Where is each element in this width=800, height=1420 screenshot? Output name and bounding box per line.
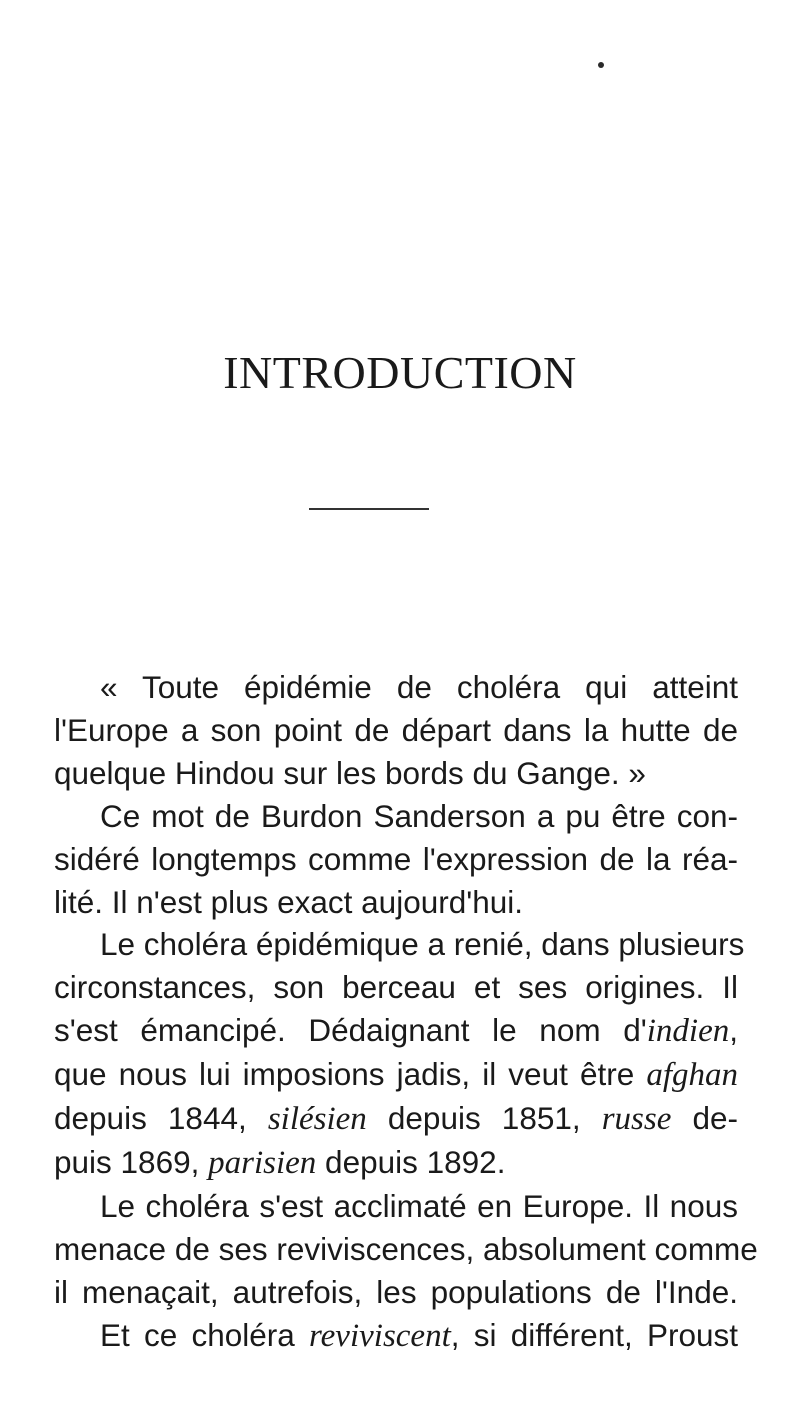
text-span: depuis 1851, — [366, 1100, 602, 1137]
text-span: , si différent, Proust — [450, 1316, 738, 1353]
text-span: Le choléra s'est acclimaté en Europe. Il nous — [100, 1187, 738, 1224]
text-line — [54, 752, 738, 795]
text-span: circonstances, son berceau et ses origines. Il — [54, 969, 738, 1006]
text-line — [54, 666, 738, 709]
text-span: puis 1869, — [54, 1143, 209, 1180]
text-line — [54, 838, 738, 881]
text-span: , — [729, 1012, 738, 1049]
text-line — [54, 1053, 738, 1097]
text-span: depuis 1844, — [54, 1100, 268, 1137]
text-span: Le choléra épidémique a renié, dans plusieurs — [100, 926, 745, 963]
text-span: lité. Il n'est plus exact aujourd'hui. — [54, 883, 524, 920]
text-line — [54, 1314, 738, 1358]
text-span: il menaçait, autrefois, les populations de l'Inde. — [54, 1273, 738, 1310]
italic-text: parisien — [208, 1144, 317, 1181]
text-line — [54, 923, 745, 966]
italic-text: silésien — [267, 1101, 367, 1138]
text-line — [54, 966, 738, 1009]
text-line — [54, 795, 738, 838]
text-line — [54, 1097, 738, 1141]
italic-text: russe — [601, 1101, 672, 1138]
text-span: s'est émancipé. Dédaignant le nom d' — [54, 1012, 647, 1049]
text-line — [54, 709, 738, 752]
text-line — [54, 1141, 738, 1185]
text-span: de- — [671, 1100, 739, 1137]
ink-dot — [598, 62, 604, 68]
text-span: sidéré longtemps comme l'expression de la réa- — [54, 840, 738, 877]
italic-text: afghan — [646, 1057, 738, 1094]
text-span: que nous lui imposions jadis, il veut être — [54, 1056, 647, 1093]
text-span: Et ce choléra — [100, 1316, 310, 1353]
text-span: depuis 1892. — [316, 1143, 506, 1180]
italic-text: reviviscent — [309, 1317, 451, 1354]
page-title: INTRODUCTION — [223, 347, 577, 398]
text-span: Ce mot de Burdon Sanderson a pu être con- — [100, 797, 738, 834]
text-line — [54, 881, 738, 924]
body-text — [54, 666, 758, 1358]
text-span: l'Europe a son point de départ dans la hutte de — [54, 711, 738, 748]
italic-text: indien — [646, 1013, 730, 1050]
text-line — [54, 1185, 738, 1228]
text-span: quelque Hindou sur les bords du Gange. » — [54, 754, 646, 791]
text-line — [54, 1009, 738, 1053]
text-span: menace de ses reviviscences, absolument comme — [54, 1230, 758, 1267]
text-span: « Toute épidémie de choléra qui atteint — [100, 669, 738, 705]
text-line — [54, 1228, 758, 1271]
text-line — [54, 1271, 738, 1314]
title-rule — [309, 508, 429, 510]
